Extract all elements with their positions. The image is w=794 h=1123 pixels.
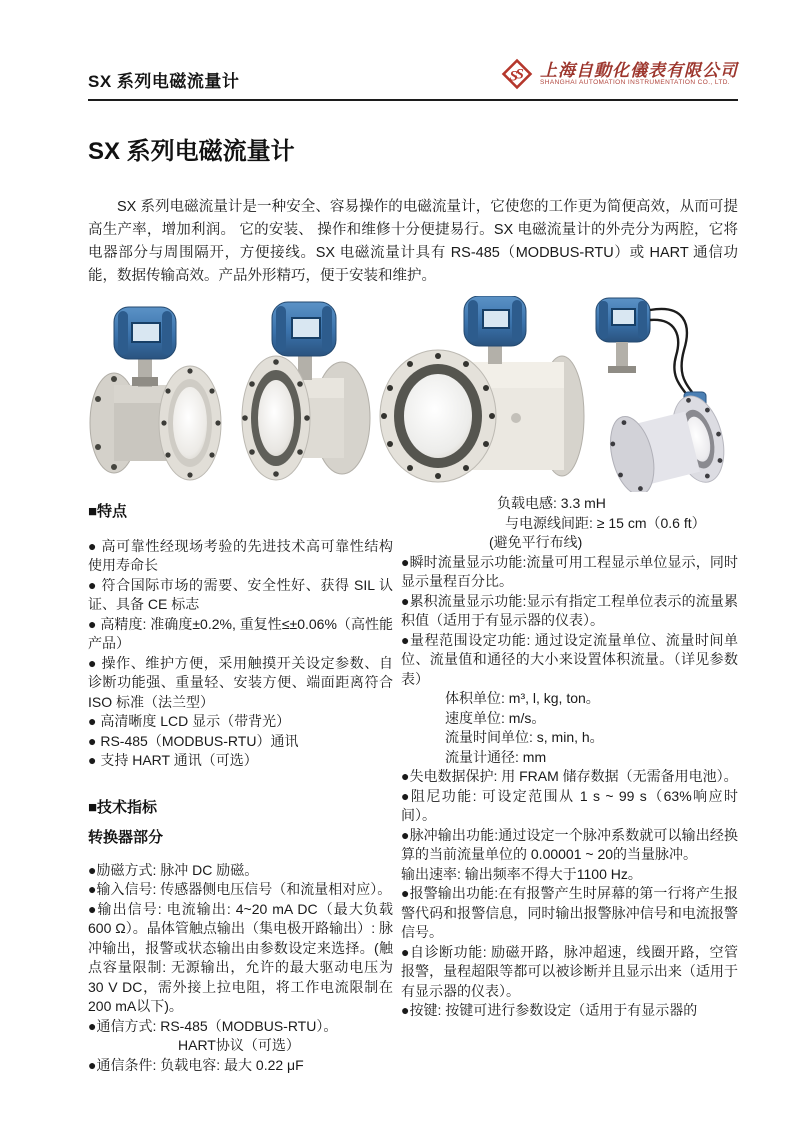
spec-item: ●自诊断功能: 励磁开路，脉冲超速，线圈开路，空管报警，量程超限等都可以被诊断并且显示出来（适用于有显示器的仪表）。	[401, 943, 738, 999]
company-logo-icon	[499, 56, 535, 92]
page-title: SX 系列电磁流量计	[88, 138, 295, 165]
svg-text:S: S	[515, 66, 524, 83]
spec-item: ●脉冲输出功能:通过设定一个脉冲系数就可以输出经换算的当前流量单位的 0.00001 ~ 20的当量脉冲。	[401, 826, 738, 862]
feature-item: ● 高清晰度 LCD 显示（带背光）	[88, 713, 291, 729]
flowmeter-compact-image	[88, 303, 228, 485]
feature-item: ● 操作、维护方便，采用触摸开关设定参数、自诊断功能强、重量轻、安装方便、端面距离符合 ISO 标准（法兰型）	[88, 654, 393, 710]
spec-item: ●累积流量显示功能:显示有指定工程单位表示的流量累积值（适用于有显示器的仪表）。	[401, 592, 738, 628]
features-list	[88, 537, 393, 771]
company-logo	[499, 56, 738, 92]
spec-item: ●输入信号: 传感器侧电压信号（和流量相对应）。	[88, 881, 392, 897]
flowmeter-large-image	[376, 296, 586, 492]
feature-item: ● 高精度: 准确度±0.2%, 重复性≤±0.06%（高性能产品）	[88, 615, 393, 651]
spec-item: ●励磁方式: 脉冲 DC 励磁。	[88, 861, 259, 878]
feature-item: ● 符合国际市场的需要、安全性好、获得 SIL 认证、具备 CE 标志	[88, 576, 393, 612]
spec-item: ●通信条件: 负载电容: 最大 0.22 μF	[88, 1056, 304, 1073]
spec-item: ●阻尼功能: 可设定范围从 1 s ~ 99 s（63%响应时间）。	[401, 787, 738, 823]
spec-item: ●量程范围设定功能: 通过设定流量单位、流量时间单位、流量值和通径的大小来设置体积流量。（详见参数表）	[401, 631, 738, 687]
body-columns	[88, 494, 738, 1075]
svg-text:S: S	[509, 68, 518, 85]
left-column	[88, 494, 393, 1075]
spec-item: 流量计通径: mm	[445, 748, 547, 765]
product-images-row	[88, 300, 738, 488]
spec-item: 速度单位: m/s。	[445, 709, 546, 726]
flowmeter-medium-image	[230, 300, 375, 488]
specs-subheading: 转换器部分	[88, 829, 164, 846]
page-header	[88, 56, 738, 101]
spec-item: ●通信方式: RS-485（MODBUS-RTU）。	[88, 1017, 338, 1034]
spec-item: 与电源线间距: ≥ 15 cm（0.6 ft）	[505, 514, 706, 531]
spec-item: 输出速率: 输出频率不得大于1100 Hz。	[401, 865, 642, 882]
spec-item: ●瞬时流量显示功能:流量可用工程显示单位显示，同时显示量程百分比。	[401, 553, 738, 589]
spec-item: HART协议（可选）	[178, 1037, 300, 1053]
header-doc-title: SX 系列电磁流量计	[88, 72, 240, 91]
features-heading: ■特点	[88, 503, 128, 520]
specs-left-list	[88, 861, 393, 1076]
company-name-cn: 上海自動化儀表有限公司	[540, 60, 738, 80]
spec-item: ●按键: 按键可进行参数设定（适用于有显示器的	[401, 1002, 698, 1018]
spec-item: ●失电数据保护: 用 FRAM 储存数据（无需备用电池）。	[401, 768, 738, 784]
company-name-en: SHANGHAI AUTOMATION INSTRUMENTATION CO., LTD.	[540, 78, 731, 86]
spec-item: 流量时间单位: s, min, h。	[445, 729, 604, 745]
spec-item: (避免平行布线)	[489, 534, 583, 550]
spec-item: 负载电感: 3.3 mH	[497, 495, 606, 511]
company-logo-text	[540, 62, 738, 87]
spec-item: 体积单位: m³, l, kg, ton。	[445, 690, 600, 706]
feature-item: ● RS-485（MODBUS-RTU）通讯	[88, 732, 299, 749]
specs-right-list	[401, 494, 738, 1021]
feature-item: ● 高可靠性经现场考验的先进技术高可靠性结构使用寿命长	[88, 537, 393, 573]
spec-item: ●报警输出功能:在有报警产生时屏幕的第一行将产生报警代码和报警信息，同时输出报警脉冲信号和电流报警信号。	[401, 885, 738, 940]
spec-item: ●输出信号: 电流输出: 4~20 mA DC（最大负载 600 Ω）。晶体管触点输出（集电极开路输出）: 脉冲输出，报警或状态输出由参数设定来选择。(触点容量限制: 无源输出，允许的最大驱动电压为 30 V DC，需外接上拉电阻，将工作电流限制在200 mA以下)。	[88, 900, 393, 1014]
flowmeter-remote-image	[588, 296, 738, 492]
specs-heading: ■技术指标	[88, 798, 158, 816]
intro-paragraph: SX 系列电磁流量计是一种安全、容易操作的电磁流量计，它使您的工作更为简便高效，从而可提高生产率，增加利润。 它的安装、 操作和维修十分便捷易行。SX 电磁流量计的外壳分为两腔，它将电器部分与周围隔开，方便接线。SX 电磁流量计具有 RS-485（MODBUS-RTU）或 HART 通信功能，数据传输高效。产品外形精巧，便于安装和维护。	[88, 199, 738, 284]
right-column	[401, 494, 738, 1075]
feature-item: ● 支持 HART 通讯（可选）	[88, 752, 258, 768]
